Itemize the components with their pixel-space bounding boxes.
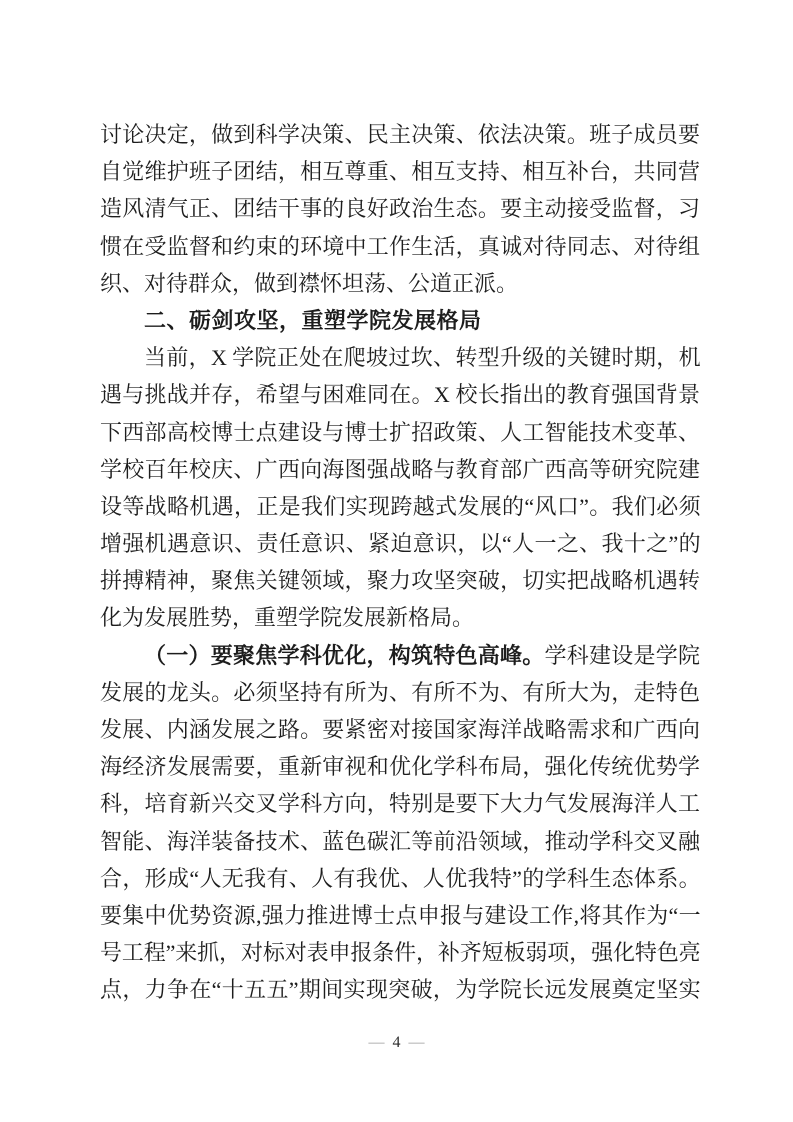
text-segment: 点，力争在“十五五”期间实现突破，为学院长远发展奠定坚实: [100, 977, 700, 1003]
text-segment: 拼搏精神，聚焦关键领域，聚力攻坚突破，切实把战略机遇转: [100, 568, 700, 594]
paragraph-continuation-line: [100, 265, 700, 302]
page-number: 4: [392, 1034, 401, 1051]
text-segment: 造风清气正、团结干事的良好政治生态。要主动接受监督，习: [100, 196, 700, 222]
text-segment: 织、对待群众，做到襟怀坦荡、公道正派。: [100, 270, 519, 296]
text-segment: 科，培育新兴交叉学科方向，特别是要下大力气发展海洋人工: [100, 791, 700, 817]
paragraph-discipline-line: [100, 711, 700, 748]
paragraph-situation-line: [100, 339, 700, 376]
paragraph-discipline-line: [100, 785, 700, 822]
paragraph-situation-line: [100, 451, 700, 488]
paragraph-discipline-line: [100, 674, 700, 711]
text-segment: 下西部高校博士点建设与博士扩招政策、人工智能技术变革、: [100, 419, 700, 445]
text-segment: 自觉维护班子团结，相互尊重、相互支持、相互补台，共同营: [100, 159, 700, 185]
paragraph-situation-line: [100, 525, 700, 562]
text-segment: 讨论决定，做到科学决策、民主决策、依法决策。班子成员要: [100, 122, 700, 147]
text-segment: 学校百年校庆、广西向海图强战略与教育部广西高等研究院建: [100, 456, 700, 482]
text-segment: 二、砺剑攻坚，重塑学院发展格局: [144, 307, 482, 333]
text-segment: 智能、海洋装备技术、蓝色碳汇等前沿领域，推动学科交叉融: [100, 828, 700, 854]
section-heading-line: [100, 302, 700, 339]
paragraph-continuation-line: [100, 153, 700, 190]
text-segment: 发展的龙头。必须坚持有所为、有所不为、有所大为，走特色: [100, 679, 700, 705]
page-footer: [0, 1033, 793, 1053]
paragraph-continuation-line: [100, 190, 700, 227]
text-segment: 发展、内涵发展之路。要紧密对接国家海洋战略需求和广西向: [100, 717, 700, 742]
paragraph-situation-line: [100, 599, 700, 636]
paragraph-situation-line: [100, 414, 700, 451]
text-segment: 当前，X 学院正处在爬坡过坎、转型升级的关键时期，机: [144, 345, 700, 371]
text-segment: 惯在受监督和约束的环境中工作生活，真诚对待同志、对待组: [100, 233, 700, 259]
paragraph-situation-line: [100, 376, 700, 413]
text-segment: 要集中优势资源,强力推进博士点申报与建设工作,将其作为“一: [100, 902, 700, 928]
text-segment: 设等战略机遇，正是我们实现跨越式发展的“风口”。我们必须: [100, 493, 700, 519]
text-segment: 化为发展胜势，重塑学院发展新格局。: [100, 605, 475, 631]
paragraph-continuation-line: [100, 116, 700, 153]
text-segment: 海经济发展需要，重新审视和优化学科布局，强化传统优势学: [100, 754, 700, 780]
document-body: [100, 116, 700, 1009]
paragraph-discipline-line: [100, 971, 700, 1008]
text-segment: 遇与挑战并存，希望与困难同在。X 校长指出的教育强国背景: [100, 382, 700, 408]
paragraph-discipline-line: [100, 860, 700, 897]
paragraph-discipline-line: [100, 748, 700, 785]
footer-right-dash: —: [408, 1034, 425, 1051]
text-segment: 合，形成“人无我有、人有我优、人优我特”的学科生态体系。: [100, 865, 700, 891]
paragraph-discipline-line: [100, 637, 700, 674]
text-segment: 学科建设是学院: [544, 642, 700, 668]
paragraph-discipline-line: [100, 823, 700, 860]
paragraph-continuation-line: [100, 228, 700, 265]
text-segment: 号工程”来抓，对标对表申报条件，补齐短板弱项，强化特色亮: [100, 940, 700, 966]
paragraph-discipline-line: [100, 897, 700, 934]
paragraph-situation-line: [100, 562, 700, 599]
paragraph-discipline-line: [100, 934, 700, 971]
text-segment: （一）要聚焦学科优化，构筑特色高峰。: [144, 642, 545, 668]
footer-left-dash: —: [368, 1034, 385, 1051]
text-segment: 增强机遇意识、责任意识、紧迫意识，以“人一之、我十之”的: [100, 531, 700, 557]
paragraph-situation-line: [100, 488, 700, 525]
